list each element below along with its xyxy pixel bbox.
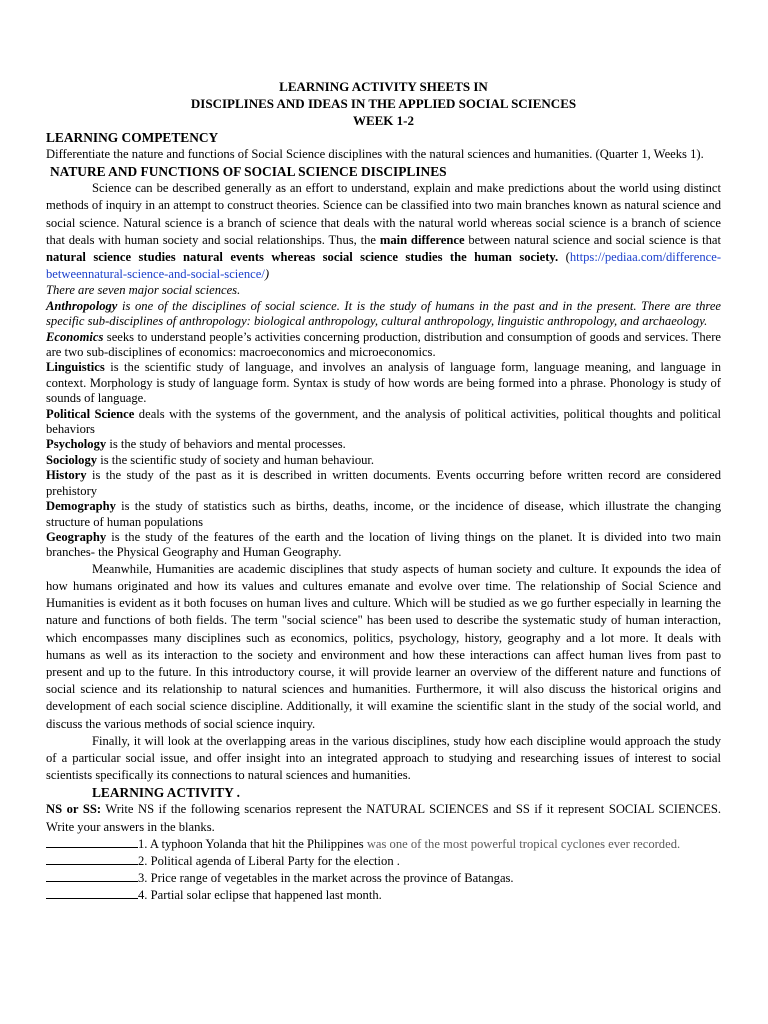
discipline-term: Linguistics: [46, 360, 105, 375]
discipline-term: Sociology: [46, 452, 98, 467]
document-title-line-3: WEEK 1-2: [352, 113, 415, 128]
humanities-paragraph: Meanwhile, Humanities are academic disciplines that study aspects of human society and culture. It expounds the idea of how humans originated and how its values and cultures emanate and evolve over time. The relationship of Social Science and Humanities is evident as it both focuses on human lives and culture. Which will be studied as we go further especially in learning the nature and functions of both fields. The term "social science" has been used to describe the systematic study of human interaction, which encompasses many disciplines such as economics, politics, psychology, history, geography and a lot more. It deals with humans as well as its interaction to the society and environment and how these interactions can affect human lives from past to present and up to the future. In this introductory course, it will provide learner an overview of the different nature and functions of social science and its relationship to natural sciences and humanities. Furthermore, it will also discuss the historical origins and development of each social science discipline. Additionally, it will examine the scientific slant in the study of the social world, and discuss the various methods of social science inquiry.: [46, 561, 721, 731]
competency-heading: LEARNING COMPETENCY: [46, 130, 219, 145]
answer-blank[interactable]: [46, 871, 138, 882]
source-link[interactable]: https://pediaa.com/difference-betweennatural-science-and-social-science/: [46, 250, 722, 282]
activity-item: 3. Price range of vegetables in the market across the province of Batangas.: [46, 870, 721, 887]
nature-paragraph: Science can be described generally as an effort to understand, explain and make predictions about the world using distinct methods of inquiry in an attempt to construct theories. Science can be classified into two main branches known as natural science and social science. Natural science is a branch of science that deals with the natural world whereas social science is a branch of science that deals with human society and social relationships. Thus, the main difference between natural science and social science is that natural science studies natural events whereas social science studies the human society. (https://pediaa.com/difference-betweennatural-science-and-social-science/): [46, 181, 722, 282]
discipline-item: Geography is the study of the features of the earth and the location of living things on the planet. It is divided into two main branches- the Physical Geography and Human Geography.: [46, 529, 721, 560]
discipline-term: Political Science: [46, 406, 135, 421]
discipline-term: Economics: [46, 329, 104, 344]
discipline-item: History is the study of the past as it is described in written documents. Events occurring before written record are considered prehistory: [46, 468, 721, 498]
discipline-item: Anthropology is one of the disciplines of social science. It is the study of humans in the past and in the present. There are three specific sub-disciplines of anthropology: biological anthropology, cultural anthropology, linguistic anthropology, and archaeology.: [46, 298, 721, 329]
activity-heading: LEARNING ACTIVITY .: [92, 785, 240, 801]
disciplines-list: [46, 299, 721, 561]
answer-blank[interactable]: [46, 854, 138, 865]
nature-heading: NATURE AND FUNCTIONS OF SOCIAL SCIENCE DISCIPLINES: [50, 164, 447, 180]
discipline-item: Economics seeks to understand people’s activities concerning production, distribution and consumption of goods and services. There are two sub-disciplines of economics: macroeconomics and microeconomics.: [46, 329, 721, 360]
discipline-term: History: [46, 468, 87, 483]
answer-blank[interactable]: [46, 837, 138, 848]
activity-item: 4. Partial solar eclipse that happened last month.: [46, 887, 721, 904]
answer-blank[interactable]: [46, 888, 138, 899]
seven-sciences-note: There are seven major social sciences.: [46, 283, 241, 298]
discipline-item: Sociology is the scientific study of society and human behaviour.: [46, 452, 375, 467]
activity-items: [46, 836, 721, 905]
competency-text: Differentiate the nature and functions of Social Science disciplines with the natural sciences and humanities. (Quarter 1, Weeks 1).: [46, 147, 704, 161]
discipline-term: Psychology: [46, 437, 107, 452]
key-statement-bold: natural science studies natural events whereas social science studies the human society.: [46, 250, 559, 265]
discipline-term: Geography: [46, 529, 107, 544]
document-title-line-1: LEARNING ACTIVITY SHEETS IN: [279, 79, 488, 94]
discipline-term: Anthropology: [46, 298, 118, 313]
discipline-item: Political Science deals with the systems of the government, and the analysis of political activities, political thoughts and political behaviors: [46, 406, 721, 437]
activity-instructions: NS or SS: Write NS if the following scenarios represent the NATURAL SCIENCES and SS if it represent SOCIAL SCIENCES. Write your answers in the blanks.: [46, 802, 721, 834]
discipline-item: Demography is the study of statistics such as births, deaths, income, or the incidence of disease, which illustrate the changing structure of human populations: [46, 499, 721, 529]
discipline-item: Linguistics is the scientific study of language, and involves an analysis of language form, language meaning, and language in context. Morphology is study of language form. Syntax is study of how words are being formed into a phrase. Phonology is study of sounds of language.: [46, 360, 721, 406]
discipline-item: Psychology is the study of behaviors and mental processes.: [46, 437, 346, 452]
activity-label: NS or SS:: [46, 802, 102, 817]
finally-paragraph: Finally, it will look at the overlapping areas in the various disciplines, study how each discipline would approach the study of a particular social issue, and offer insight into an integrated approach to studying and researching issues of interest to social scientists specifically its connections to natural sciences and humanities.: [46, 733, 721, 783]
main-difference-bold: main difference: [379, 232, 465, 247]
document-title-line-2: DISCIPLINES AND IDEAS IN THE APPLIED SOCIAL SCIENCES: [190, 96, 577, 111]
discipline-term: Demography: [46, 499, 116, 514]
activity-item: 2. Political agenda of Liberal Party for the election .: [46, 853, 721, 870]
activity-item: 1. A typhoon Yolanda that hit the Philippines was one of the most powerful tropical cyclones ever recorded.: [46, 836, 721, 853]
